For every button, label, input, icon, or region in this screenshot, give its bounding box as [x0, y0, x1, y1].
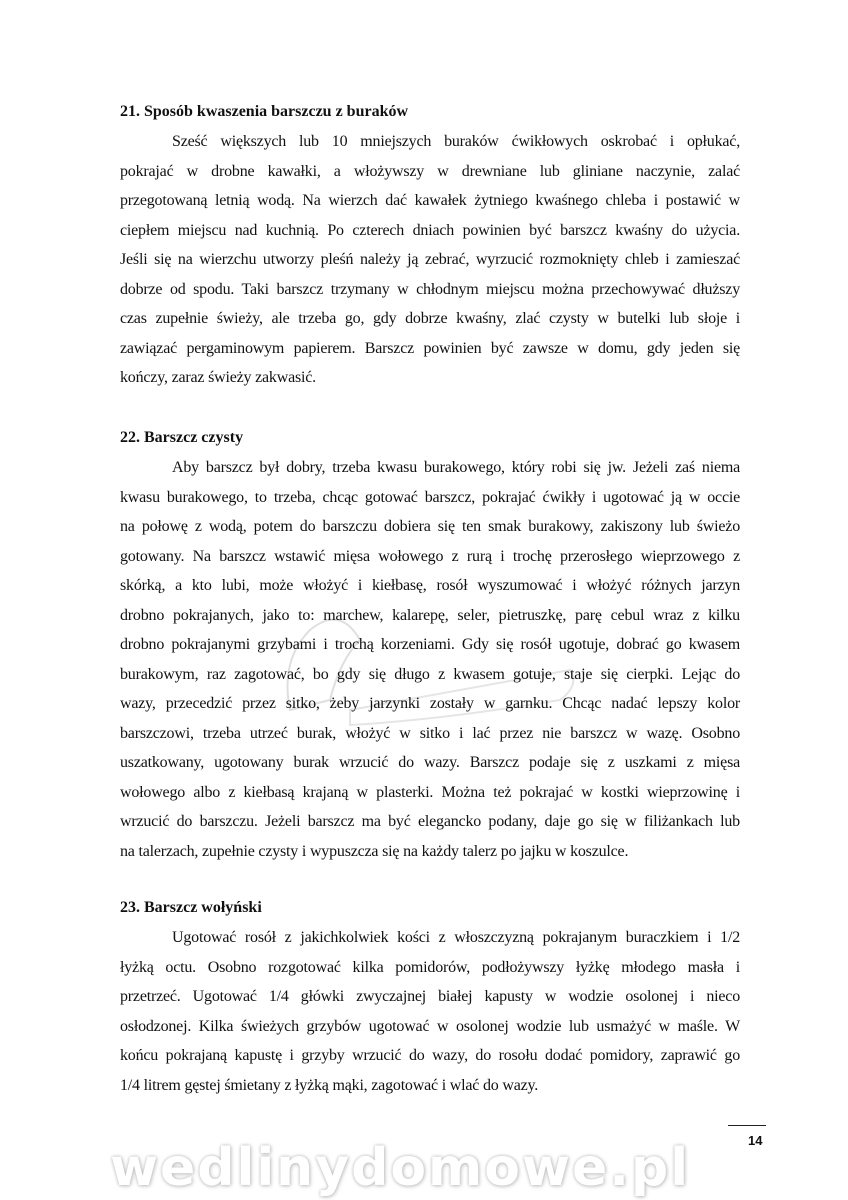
- page-number: 14: [748, 1133, 763, 1148]
- text-line: łyżką octu. Osobno rozgotować kilka pomidorów, podłożywszy łyżkę młodego masła i: [120, 958, 740, 976]
- text-line: na talerzach, zupełnie czysty i wypuszcza się na każdy talerz po jajku w koszulce.: [120, 842, 629, 860]
- text-line: barszczowi, trzeba utrzeć burak, włożyć w sitko i lać przez nie barszcz w wazę. Osobno: [120, 724, 740, 742]
- text-line: zawiązać pergaminowym papierem. Barszcz powinien być zawsze w domu, gdy jeden się: [120, 339, 740, 357]
- text-line: uszatkowany, ugotowany burak wrzucić do wazy. Barszcz podaje się z uszkami z mięsa: [120, 754, 740, 771]
- text-line: przegotowaną letnią wodą. Na wierzch dać kawałek żytniego kwaśnego chleba i postawić w: [120, 192, 740, 209]
- text-line: przetrzeć. Ugotować 1/4 główki zwyczajnej białej kapusty w wodzie osolonej i nieco: [120, 988, 740, 1005]
- text-line: wołowego albo z kiełbasą krajaną w plasterki. Można też pokrajać w kostki wieprzowinę i: [120, 783, 740, 801]
- text-line: dobrze od spodu. Taki barszcz trzymany w chłodnym miejscu można przechowywać dłuższy: [120, 280, 740, 298]
- text-line: kończy, zaraz świeży zakwasić.: [120, 369, 316, 386]
- text-line: osłodzonej. Kilka świeżych grzybów ugotować w osolonej wodzie lub usmażyć w maśle. W: [120, 1017, 740, 1035]
- text-line: kwasu burakowego, to trzeba, chcąc gotować barszcz, pokrajać ćwikły i ugotować ją w occie: [120, 488, 740, 506]
- text-line: burakowym, raz zagotować, bo gdy się długo z kwasem gotuje, staje się cierpki. Lejąc do: [120, 665, 740, 683]
- text-line: 1/4 litrem gęstej śmietany z łyżką mąki, zagotować i wlać do wazy.: [120, 1076, 539, 1094]
- text-line: Aby barszcz był dobry, trzeba kwasu burakowego, który robi się jw. Jeżeli zaś niema: [172, 459, 740, 476]
- text-line: wrzucić do barszczu. Jeżeli barszcz ma być elegancko podany, daje go się w filiżankach lub: [120, 813, 740, 830]
- text-line: pokrajać w drobne kawałki, a włożywszy w drewniane lub gliniane naczynie, zalać: [120, 162, 740, 180]
- footer-rule: [728, 1125, 766, 1126]
- section-heading-23: 23. Barszcz wołyński: [120, 899, 262, 916]
- section-22-body: [120, 453, 740, 866]
- text-line: drobno pokrajanymi grzybami i trochą korzeniami. Gdy się rosół ugotuje, dobrać go kwasem: [120, 636, 740, 653]
- text-line: ciepłem miejscu nad kuchnią. Po czterech dniach powinien być barszcz kwaśny do użycia.: [120, 221, 740, 239]
- text-line: drobno pokrajanych, jako to: marchew, kalarepę, seler, pietruszkę, parę cebul wraz z kilku: [120, 606, 740, 624]
- section-21-body: [120, 127, 740, 393]
- text-line: Sześć większych lub 10 mniejszych buraków ćwikłowych oskrobać i opłukać,: [172, 133, 740, 150]
- text-line: końcu pokrajaną kapustę i grzyby wrzucić do wazy, do rosołu dodać pomidory, zaprawić go: [120, 1047, 740, 1064]
- text-line: Ugotować rosół z jakichkolwiek kości z włoszczyzną pokrajanym buraczkiem i 1/2: [172, 929, 740, 946]
- site-watermark: wedlinydomowe.pl: [110, 1138, 691, 1198]
- section-23-body: [120, 923, 740, 1100]
- section-heading-21: 21. Sposób kwaszenia barszczu z buraków: [120, 103, 409, 120]
- text-line: na połowę z wodą, potem do barszczu dobiera się ten smak burakowy, zakiszony lub świeżo: [120, 518, 740, 535]
- text-line: Jeśli się na wierzchu utworzy pleśń należy ją zebrać, wyrzucić rozmoknięty chleb i zamieszać: [120, 251, 740, 268]
- text-line: czas zupełnie świeży, ale trzeba go, gdy dobrze kwaśny, zlać czysty w butelki lub słoje i: [120, 310, 740, 327]
- section-heading-22: 22. Barszcz czysty: [120, 429, 244, 446]
- text-line: skórką, a kto lubi, może włożyć i kiełbasę, rosół wyszumować i włożyć różnych jarzyn: [120, 577, 740, 594]
- text-line: gotowany. Na barszcz wstawić mięsa wołowego z rurą i trochę przerosłego wieprzowego z: [120, 547, 740, 565]
- text-line: wazy, przecedzić przez sitko, żeby jarzynki zostały w garnku. Chcąc nadać lepszy kolor: [120, 695, 740, 712]
